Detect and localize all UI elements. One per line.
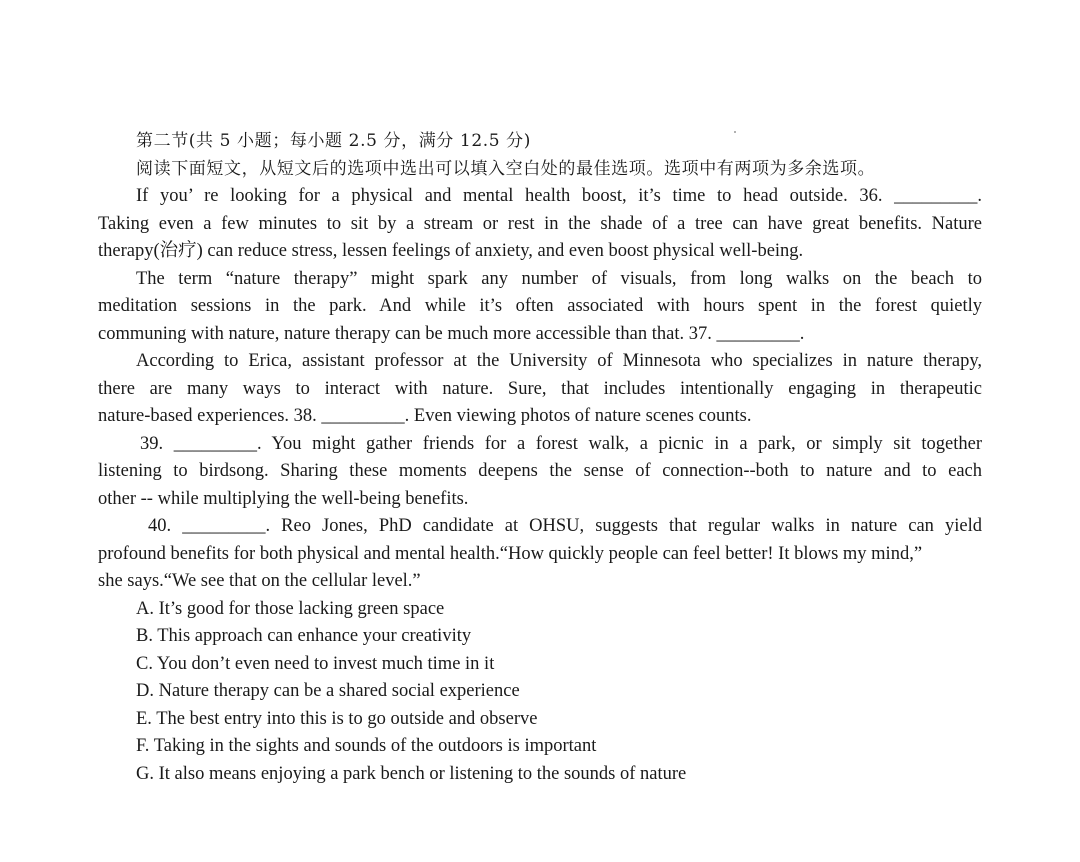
option-d: D. Nature therapy can be a shared social experience [136,681,520,701]
paragraph-line: nature-based experiences. 38. _________. Even viewing photos of nature scenes counts. [98,406,752,426]
option-f: F. Taking in the sights and sounds of the outdoors is important [136,736,597,756]
section-instruction: 阅读下面短文，从短文后的选项中选出可以填入空白处的最佳选项。选项中有两项为多余选项。 [136,158,876,179]
paragraph-line: she says.“We see that on the cellular level.” [98,571,421,591]
paragraph-line: communing with nature, nature therapy can be much more accessible than that. 37. _________. [98,323,805,344]
paragraph-line: Taking even a few minutes to sit by a stream or rest in the shade of a tree can have great benefits. Nature [98,213,982,234]
section-heading: 第二节(共 5 小题；每小题 2.5 分，满分 12.5 分) [136,131,531,151]
option-e: E. The best entry into this is to go outside and observe [136,708,538,729]
paragraph-line: If you’ re looking for a physical and mental health boost, it’s time to head outside. 36. _________. [136,186,982,206]
options-list [98,596,982,789]
paragraph-line: listening to birdsong. Sharing these moments deepens the sense of connection--both to nature and to each [98,461,982,481]
option-g: G. It also means enjoying a park bench or listening to the sounds of nature [136,763,687,784]
paragraph-line: The term “nature therapy” might spark any number of visuals, from long walks on the beach to [136,268,982,289]
option-c: C. You don’t even need to invest much time in it [136,653,495,674]
reading-section [98,128,982,788]
paragraph-2 [98,266,982,349]
paragraph-line: meditation sessions in the park. And while it’s often associated with hours spent in the forest quietly [98,296,982,316]
paragraph-line: profound benefits for both physical and mental health.“How quickly people can feel better! It blows my mind,” [98,543,923,564]
paragraph-line: According to Erica, assistant professor at the University of Minnesota who specializes in nature therapy, [136,351,982,371]
paragraph-4 [98,431,982,514]
paragraph-line: other -- while multiplying the well-being benefits. [98,488,469,509]
paragraph-5 [98,513,982,596]
paragraph-1 [98,183,982,266]
paragraph-3 [98,348,982,431]
paragraph-line: there are many ways to interact with nature. Sure, that includes intentionally engaging in therapeutic [98,378,982,399]
option-b: B. This approach can enhance your creativity [136,626,472,646]
paragraph-line: 39. _________. You might gather friends for a forest walk, a picnic in a park, or simply sit together [140,433,982,454]
paragraph-line: therapy(治疗) can reduce stress, lessen feelings of anxiety, and even boost physical well-being. [98,241,804,261]
paragraph-line: 40. _________. Reo Jones, PhD candidate at OHSU, suggests that regular walks in nature can yield [148,516,982,536]
option-a: A. It’s good for those lacking green space [136,598,445,619]
